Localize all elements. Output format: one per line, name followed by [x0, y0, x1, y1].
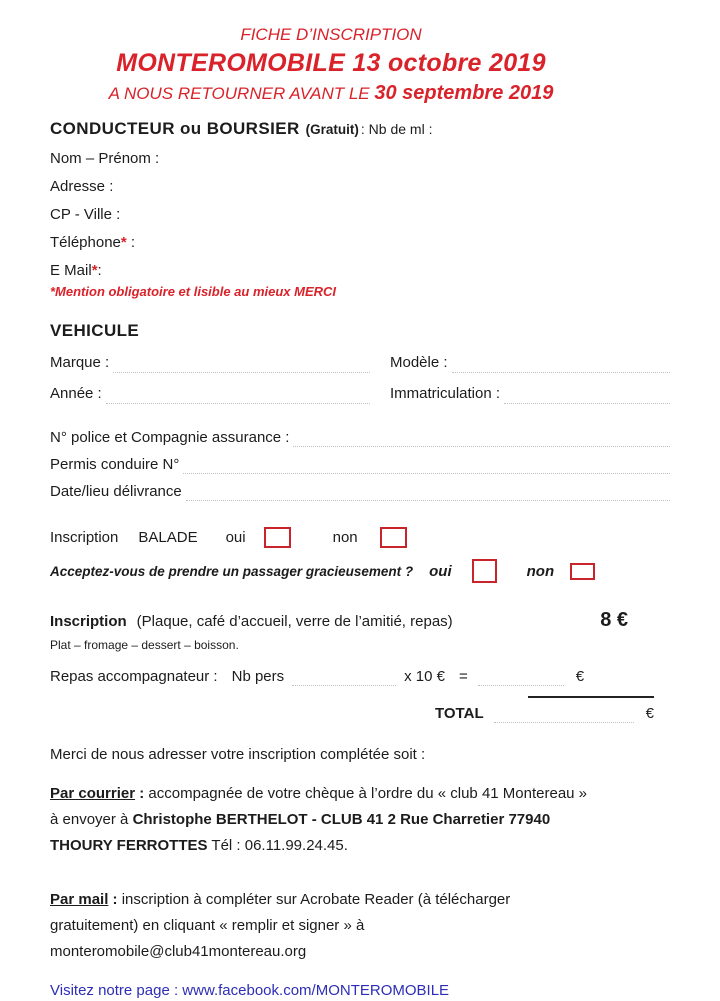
field-label: E Mail [50, 262, 92, 279]
total-label: TOTAL [435, 705, 484, 722]
modele-input-line[interactable] [452, 358, 670, 373]
field-label: Adresse [50, 178, 106, 195]
inscription-label: Inscription [50, 529, 119, 546]
police-assurance-input-line[interactable] [293, 432, 670, 447]
modele-label: Modèle : [390, 354, 448, 371]
field-label: Nom – Prénom [50, 150, 151, 167]
field-colon: : [126, 234, 136, 251]
total-row [50, 704, 670, 723]
field-label: Téléphone [50, 234, 121, 251]
delivrance-label: Date/lieu délivrance [50, 483, 182, 500]
field-colon: : [150, 150, 160, 167]
mail-text: inscription à compléter sur Acrobate Reader (à télécharger gratuitement) en cliquant « remplir et signer » à monteromobile@club41montereau.org [50, 891, 511, 960]
field-nom-prenom[interactable] [50, 149, 670, 168]
form-title: MONTEROMOBILE 13 octobre 2019 [116, 49, 546, 77]
field-colon: : [105, 178, 114, 195]
annee-input-line[interactable] [106, 389, 370, 404]
balade-oui-label: oui [225, 529, 246, 546]
form-header [50, 24, 670, 106]
field-colon: : [111, 206, 121, 223]
repas-accompagnateur-row [50, 667, 670, 686]
inscription-price-label: Inscription [50, 613, 127, 630]
par-mail-paragraph [50, 887, 595, 965]
conducteur-title: CONDUCTEUR ou BOURSIER [50, 119, 300, 138]
nb-pers-input-line[interactable] [292, 671, 396, 686]
repas-label: Repas accompagnateur : [50, 668, 218, 685]
field-adresse[interactable] [50, 177, 670, 196]
passager-non-label: non [526, 562, 555, 580]
balade-label: BALADE [138, 529, 198, 546]
total-input-line[interactable] [494, 708, 634, 723]
sum-divider-line [528, 696, 654, 698]
courrier-text: accompagnée de votre chèque à l’ordre du « club 41 Montereau » à envoyer à [50, 785, 588, 828]
assurance-block [50, 428, 670, 501]
courrier-address: Christophe BERTHELOT - CLUB 41 2 Rue Charretier 77940 THOURY FERROTTES [50, 811, 551, 854]
passager-non-checkbox[interactable] [570, 563, 595, 580]
permis-row [50, 455, 670, 474]
return-deadline [50, 81, 612, 106]
return-instructions-intro: Merci de nous adresser votre inscription complétée soit : [50, 746, 426, 763]
par-courrier-lead: Par courrier [50, 785, 136, 802]
equals-sign: = [459, 668, 468, 685]
deadline-prefix: A NOUS RETOURNER AVANT LE [108, 84, 375, 103]
inscription-price-detail: (Plaque, café d’accueil, verre de l’amitié, repas) [136, 613, 453, 630]
gratuit-label: (Gratuit) [305, 122, 359, 137]
courrier-separator: : [135, 785, 149, 802]
form-subtitle: FICHE D’INSCRIPTION [240, 25, 422, 44]
required-star: * [120, 234, 127, 251]
inscription-balade-row [50, 527, 670, 548]
annee-label: Année : [50, 385, 102, 402]
passager-oui-checkbox[interactable] [472, 559, 497, 583]
facebook-link[interactable]: Visitez notre page : www.facebook.com/MONTEROMOBILE [50, 982, 450, 999]
mandatory-note: *Mention obligatoire et lisible au mieux MERCI [50, 284, 337, 299]
nb-de-ml-label: : Nb de ml : [360, 121, 433, 137]
balade-non-checkbox[interactable] [380, 527, 407, 548]
repas-total-input-line[interactable] [478, 671, 564, 686]
assurance-row [50, 428, 670, 447]
inscription-price-value: 8 € [600, 609, 628, 631]
total-euro-sign: € [645, 705, 654, 722]
euro-sign: € [575, 668, 585, 685]
immatriculation-input-line[interactable] [504, 389, 670, 404]
balade-non-label: non [332, 529, 358, 546]
marque-label: Marque : [50, 354, 110, 371]
courrier-phone: Tél : 06.11.99.24.45. [207, 837, 348, 854]
passager-oui-label: oui [429, 562, 452, 580]
passager-question: Acceptez-vous de prendre un passager gracieusement ? [50, 563, 414, 579]
field-label: CP - Ville [50, 206, 112, 223]
field-email[interactable] [50, 261, 670, 280]
marque-input-line[interactable] [113, 358, 370, 373]
permis-input-line[interactable] [183, 459, 670, 474]
vehicle-row-annee-immat [50, 384, 670, 404]
mail-separator: : [108, 891, 122, 908]
field-telephone[interactable] [50, 233, 670, 252]
vehicle-row-marque-modele [50, 353, 670, 373]
section-conducteur-heading [50, 118, 670, 140]
police-assurance-label: N° police et Compagnie assurance : [50, 429, 290, 446]
passager-question-row [50, 559, 670, 583]
x10-label: x 10 € [404, 668, 446, 685]
field-colon: : [97, 262, 102, 279]
delivrance-input-line[interactable] [186, 486, 670, 501]
vehicule-title: VEHICULE [50, 321, 140, 340]
deadline-date: 30 septembre 2019 [374, 82, 554, 104]
menu-detail: Plat – fromage – dessert – boisson. [50, 638, 239, 652]
par-mail-lead: Par mail [50, 891, 109, 908]
par-courrier-paragraph [50, 781, 595, 859]
balade-oui-checkbox[interactable] [264, 527, 291, 548]
delivrance-row [50, 482, 670, 501]
inscription-price-row [50, 609, 670, 632]
immatriculation-label: Immatriculation : [390, 385, 501, 402]
permis-label: Permis conduire N° [50, 456, 180, 473]
required-star: * [91, 262, 98, 279]
nb-pers-label: Nb pers [231, 668, 285, 685]
field-cp-ville[interactable] [50, 205, 670, 224]
